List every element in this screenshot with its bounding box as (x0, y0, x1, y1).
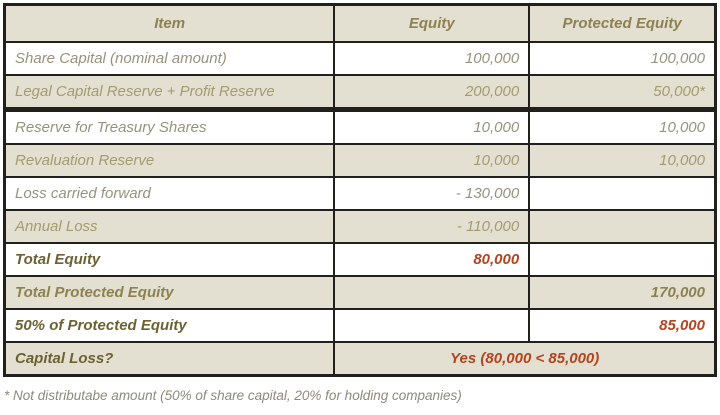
equity-value-cell: 10,000 (334, 144, 529, 177)
row-item-label: Legal Capital Reserve + Profit Reserve (5, 75, 335, 110)
table-row-legal-capital-reserve (5, 75, 716, 110)
table-header-row (5, 5, 716, 43)
table-row-capital-loss (5, 342, 716, 376)
table-row-total-equity (5, 243, 716, 276)
row-item-label: 50% of Protected Equity (5, 309, 335, 342)
table-row-annual-loss (5, 210, 716, 243)
protected-equity-value-cell: 50,000* (529, 75, 715, 110)
table-row-50pct-protected-equity (5, 309, 716, 342)
equity-value-cell (334, 276, 529, 309)
table-row-revaluation-reserve (5, 144, 716, 177)
capital-loss-answer-cell: Yes (80,000 < 85,000) (334, 342, 715, 376)
protected-equity-value-cell: 85,000 (529, 309, 715, 342)
column-header-item: Item (5, 5, 335, 43)
equity-value-cell (334, 309, 529, 342)
protected-equity-value-cell: 10,000 (529, 110, 715, 145)
equity-value-cell: 100,000 (334, 42, 529, 75)
table-row-total-protected-equity (5, 276, 716, 309)
protected-equity-value-cell: 100,000 (529, 42, 715, 75)
column-header-protected-equity: Protected Equity (529, 5, 715, 43)
row-item-label: Reserve for Treasury Shares (5, 110, 335, 145)
equity-value-cell: 10,000 (334, 110, 529, 145)
table-row-share-capital (5, 42, 716, 75)
column-header-equity: Equity (334, 5, 529, 43)
row-item-label: Loss carried forward (5, 177, 335, 210)
protected-equity-value-cell (529, 210, 715, 243)
equity-value-cell: 200,000 (334, 75, 529, 110)
row-item-label: Total Protected Equity (5, 276, 335, 309)
row-item-label: Capital Loss? (5, 342, 335, 376)
table-row-treasury-shares (5, 110, 716, 145)
row-item-label: Total Equity (5, 243, 335, 276)
equity-value-cell: - 110,000 (334, 210, 529, 243)
equity-table (3, 3, 717, 377)
footnote: * Not distributabe amount (50% of share capital, 20% for holding companies) (4, 388, 462, 403)
protected-equity-value-cell (529, 243, 715, 276)
table-row-loss-carried-forward (5, 177, 716, 210)
equity-value-cell: 80,000 (334, 243, 529, 276)
equity-value-cell: - 130,000 (334, 177, 529, 210)
protected-equity-value-cell: 10,000 (529, 144, 715, 177)
row-item-label: Annual Loss (5, 210, 335, 243)
protected-equity-value-cell: 170,000 (529, 276, 715, 309)
row-item-label: Revaluation Reserve (5, 144, 335, 177)
protected-equity-value-cell (529, 177, 715, 210)
row-item-label: Share Capital (nominal amount) (5, 42, 335, 75)
